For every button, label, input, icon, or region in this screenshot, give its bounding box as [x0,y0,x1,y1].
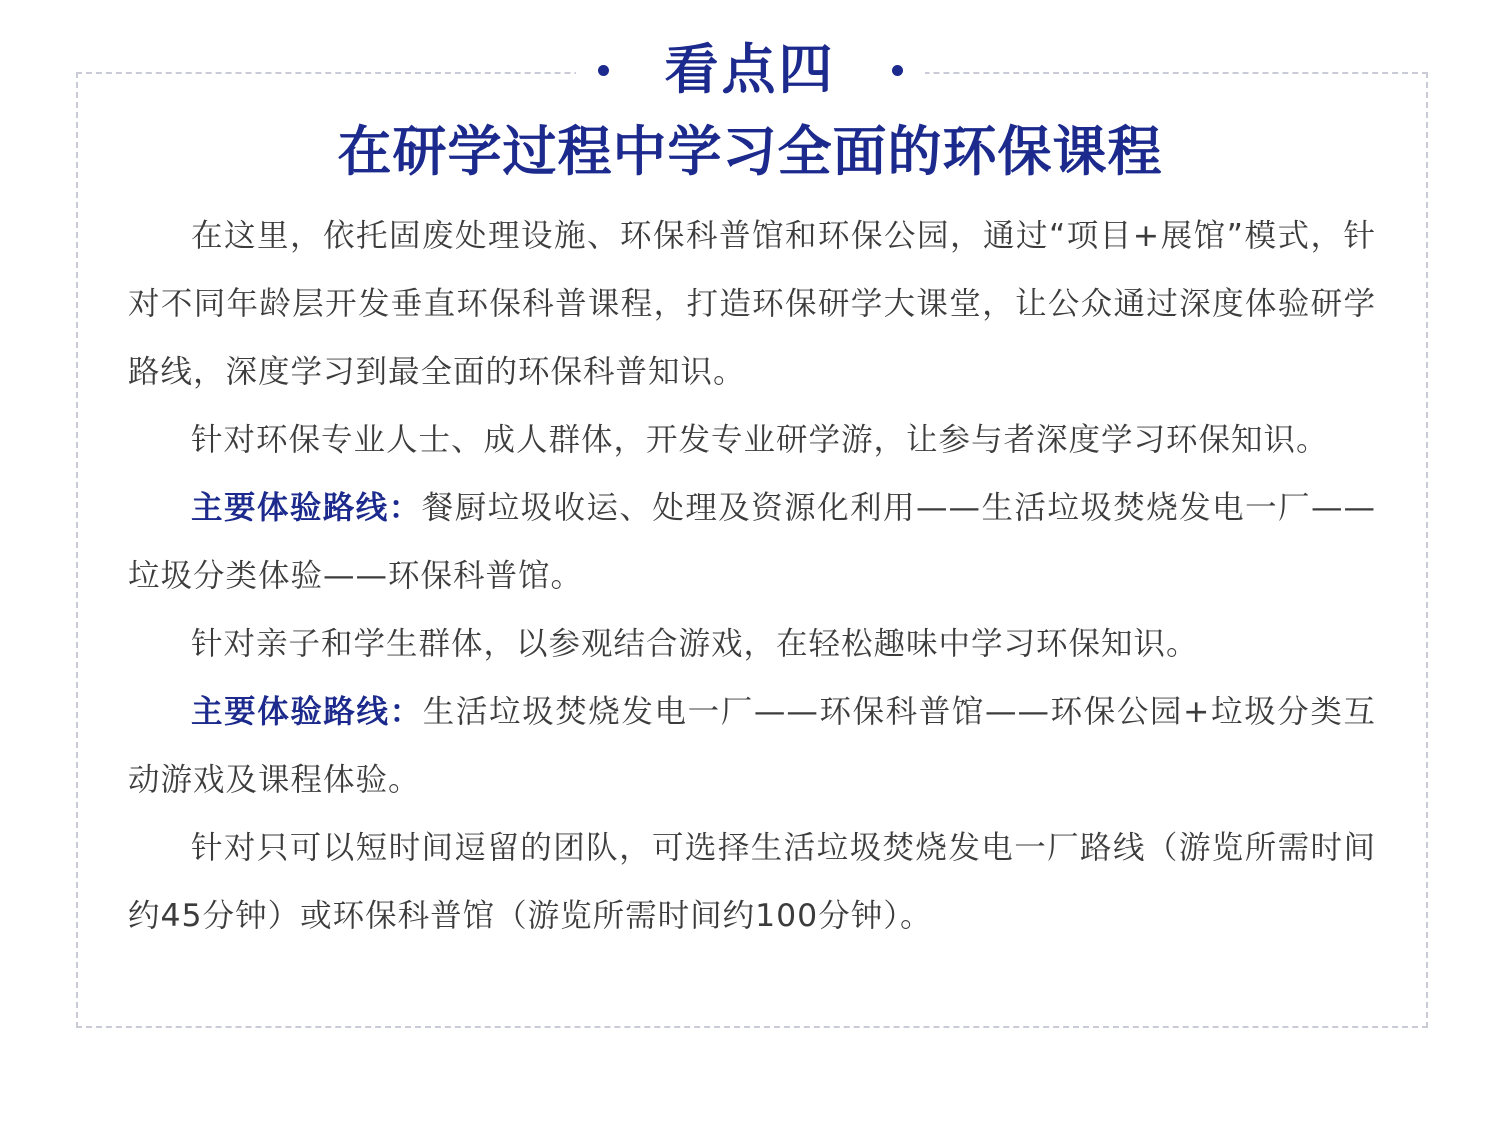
paragraph-text: 在这里，依托固废处理设施、环保科普馆和环保公园，通过“项目+展馆”模式，针对不同年龄层开发垂直环保科普课程，打造环保研学大课堂，让公众通过深度体验研学路线，深度学习到最全面的环保科普知识。 [128,218,1376,390]
paragraph-route-family [128,678,1376,814]
body-content [128,202,1376,950]
paragraph-text: 针对亲子和学生群体，以参观结合游戏，在轻松趣味中学习环保知识。 [191,626,1199,662]
route-label: 主要体验路线： [191,490,422,526]
paragraph-text: 针对环保专业人士、成人群体，开发专业研学游，让参与者深度学习环保知识。 [191,422,1329,458]
paragraph-family [128,610,1376,678]
paragraph-text: 餐厨垃圾收运、处理及资源化利用——生活垃圾焚烧发电一厂——垃圾分类体验——环保科普馆。 [128,490,1376,594]
title-row [0,38,1500,102]
paragraph-intro [128,202,1376,406]
title-bar [576,38,925,102]
page-subtitle: 在研学过程中学习全面的环保课程 [337,120,1163,183]
paragraph-text: 针对只可以短时间逗留的团队，可选择生活垃圾焚烧发电一厂路线（游览所需时间约45分钟）或环保科普馆（游览所需时间约100分钟）。 [128,830,1376,934]
paragraph-route-professional [128,474,1376,610]
page-title: 看点四 [664,38,836,101]
paragraph-text: 生活垃圾焚烧发电一厂——环保科普馆——环保公园+垃圾分类互动游戏及课程体验。 [128,694,1376,798]
left-dot-icon [598,65,609,76]
right-dot-icon [892,65,903,76]
paragraph-short-visit [128,814,1376,950]
route-label: 主要体验路线： [191,694,423,730]
paragraph-professional [128,406,1376,474]
